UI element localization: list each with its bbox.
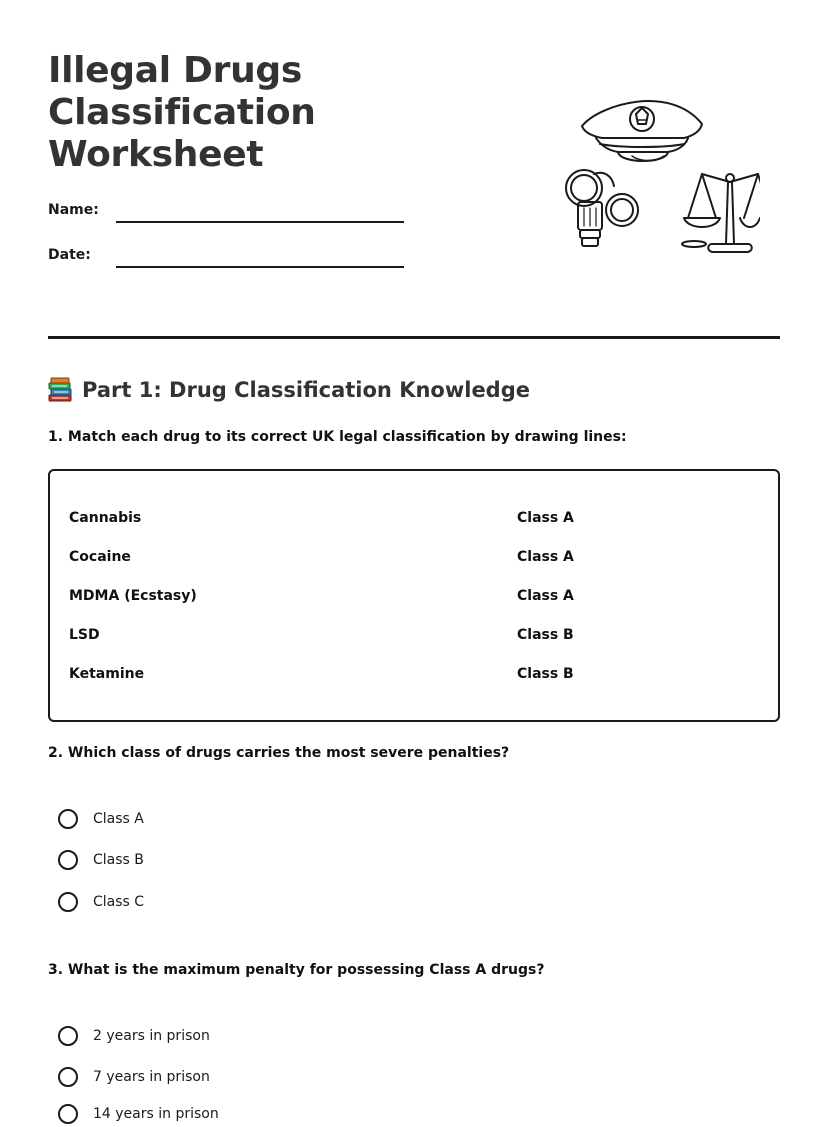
class-item[interactable]: Class A bbox=[517, 588, 574, 604]
drug-item[interactable]: Cocaine bbox=[69, 549, 131, 565]
section-divider bbox=[48, 336, 780, 339]
option-label: Class C bbox=[93, 894, 145, 910]
radio-circle[interactable] bbox=[58, 1067, 78, 1087]
date-field[interactable] bbox=[48, 245, 408, 275]
q3-option-b[interactable] bbox=[58, 1064, 210, 1090]
option-label: 2 years in prison bbox=[93, 1028, 210, 1044]
radio-circle[interactable] bbox=[58, 809, 78, 829]
class-item[interactable]: Class B bbox=[517, 627, 574, 643]
scales-icon bbox=[682, 174, 760, 252]
option-label: Class B bbox=[93, 852, 144, 868]
section-1-heading bbox=[48, 374, 530, 406]
question-1: 1. Match each drug to its correct UK legal classification by drawing lines: bbox=[48, 429, 627, 445]
section-1-title: Part 1: Drug Classification Knowledge bbox=[82, 378, 530, 402]
option-label: 7 years in prison bbox=[93, 1069, 210, 1085]
class-item[interactable]: Class A bbox=[517, 549, 574, 565]
police-hat-icon bbox=[582, 101, 702, 161]
drug-item[interactable]: MDMA (Ecstasy) bbox=[69, 588, 197, 604]
date-line[interactable] bbox=[116, 266, 404, 268]
drug-item[interactable]: LSD bbox=[69, 627, 100, 643]
handcuffs-icon bbox=[566, 170, 638, 246]
q2-option-b[interactable] bbox=[58, 847, 144, 873]
q2-option-a[interactable] bbox=[58, 806, 144, 832]
q3-option-a[interactable] bbox=[58, 1023, 210, 1049]
matching-box bbox=[48, 469, 780, 722]
q3-option-c[interactable] bbox=[58, 1101, 219, 1127]
question-3: 3. What is the maximum penalty for possessing Class A drugs? bbox=[48, 962, 545, 978]
name-field[interactable] bbox=[48, 200, 408, 230]
name-line[interactable] bbox=[116, 221, 404, 223]
class-item[interactable]: Class B bbox=[517, 666, 574, 682]
books-icon bbox=[48, 377, 72, 403]
police-justice-illustration bbox=[560, 84, 760, 264]
q2-option-c[interactable] bbox=[58, 889, 144, 915]
drug-item[interactable]: Cannabis bbox=[69, 510, 142, 526]
question-2: 2. Which class of drugs carries the most severe penalties? bbox=[48, 745, 510, 761]
option-label: Class A bbox=[93, 811, 144, 827]
radio-circle[interactable] bbox=[58, 1104, 78, 1124]
name-label: Name: bbox=[48, 202, 99, 218]
radio-circle[interactable] bbox=[58, 892, 78, 912]
date-label: Date: bbox=[48, 247, 91, 263]
worksheet-title: Illegal Drugs Classification Worksheet bbox=[48, 50, 316, 175]
radio-circle[interactable] bbox=[58, 850, 78, 870]
option-label: 14 years in prison bbox=[93, 1106, 219, 1122]
radio-circle[interactable] bbox=[58, 1026, 78, 1046]
class-item[interactable]: Class A bbox=[517, 510, 574, 526]
drug-item[interactable]: Ketamine bbox=[69, 666, 145, 682]
